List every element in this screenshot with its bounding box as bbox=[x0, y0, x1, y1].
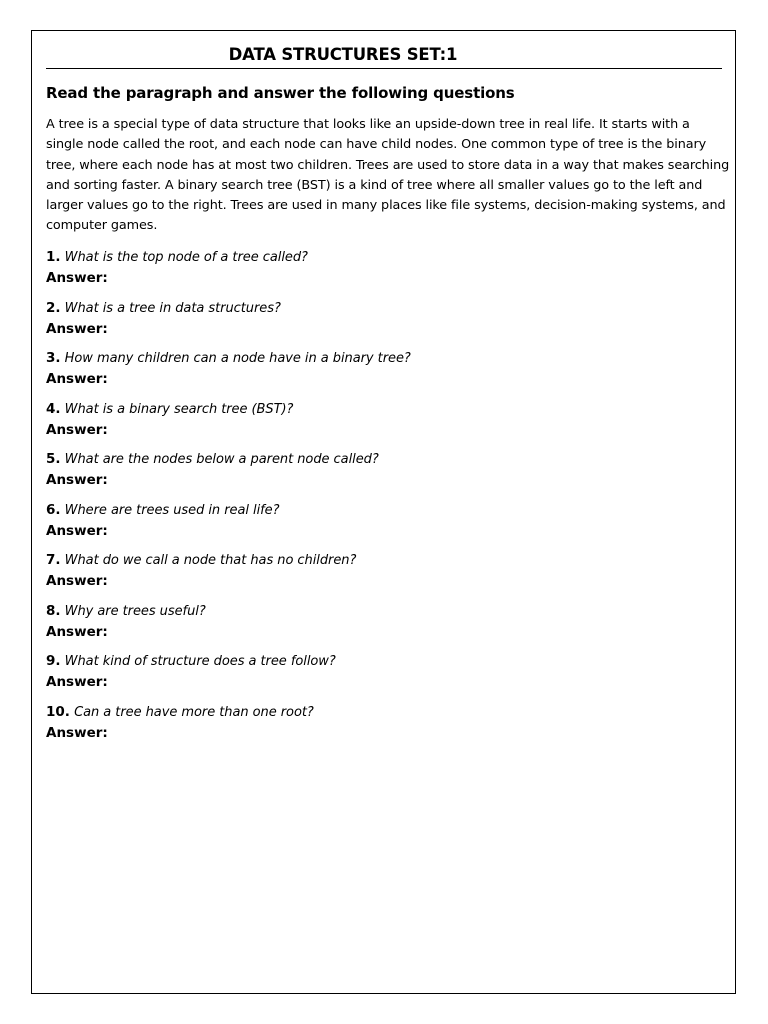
question-1 bbox=[46, 247, 308, 288]
answer-label: Answer: bbox=[46, 472, 108, 488]
question-7 bbox=[46, 550, 356, 591]
question-text: What is a tree in data structures? bbox=[64, 301, 281, 316]
question-number: 6. bbox=[46, 502, 61, 518]
question-text: What kind of structure does a tree follow? bbox=[64, 654, 336, 669]
question-3 bbox=[46, 348, 411, 389]
answer-label: Answer: bbox=[46, 725, 108, 741]
paragraph-line: tree, where each node has at most two children. Trees are used to store data in a way that makes searching bbox=[46, 157, 730, 173]
paragraph-line: and sorting faster. A binary search tree (BST) is a kind of tree where all smaller values go to the left and bbox=[46, 177, 703, 193]
answer-label: Answer: bbox=[46, 523, 108, 539]
question-number: 3. bbox=[46, 350, 61, 366]
question-6 bbox=[46, 500, 279, 541]
answer-label: Answer: bbox=[46, 371, 108, 387]
question-number: 5. bbox=[46, 451, 61, 467]
reading-paragraph bbox=[46, 115, 730, 237]
answer-label: Answer: bbox=[46, 270, 108, 286]
question-number: 7. bbox=[46, 552, 61, 568]
paragraph-line: single node called the root, and each node can have child nodes. One common type of tree is the binary bbox=[46, 137, 707, 153]
page-title: DATA STRUCTURES SET:1 bbox=[228, 45, 458, 64]
paragraph-line: larger values go to the right. Trees are used in many places like file systems, decision-making systems, and bbox=[46, 198, 726, 214]
question-text: Can a tree have more than one root? bbox=[74, 705, 314, 720]
question-9 bbox=[46, 651, 336, 692]
question-10 bbox=[46, 702, 314, 743]
question-5 bbox=[46, 449, 379, 490]
question-text: How many children can a node have in a binary tree? bbox=[64, 351, 411, 366]
answer-label: Answer: bbox=[46, 674, 108, 690]
question-8 bbox=[46, 601, 206, 642]
question-text: What is a binary search tree (BST)? bbox=[64, 402, 294, 417]
question-number: 1. bbox=[46, 249, 61, 265]
question-2 bbox=[46, 298, 281, 339]
instructions-heading: Read the paragraph and answer the following questions bbox=[46, 84, 515, 102]
question-text: What is the top node of a tree called? bbox=[64, 250, 308, 265]
answer-label: Answer: bbox=[46, 624, 108, 640]
title-underline bbox=[46, 68, 722, 69]
question-number: 4. bbox=[46, 401, 61, 417]
paragraph-line: A tree is a special type of data structure that looks like an upside-down tree in real life. It starts with a bbox=[46, 117, 690, 132]
question-4 bbox=[46, 399, 293, 440]
answer-label: Answer: bbox=[46, 321, 108, 337]
question-number: 8. bbox=[46, 603, 61, 619]
answer-label: Answer: bbox=[46, 573, 108, 589]
paragraph-line: computer games. bbox=[46, 218, 158, 234]
question-text: What do we call a node that has no children? bbox=[64, 553, 357, 568]
question-number: 9. bbox=[46, 653, 61, 669]
question-text: Where are trees used in real life? bbox=[64, 503, 280, 518]
question-number: 10. bbox=[46, 704, 70, 720]
answer-label: Answer: bbox=[46, 422, 108, 438]
question-number: 2. bbox=[46, 300, 61, 316]
question-text: Why are trees useful? bbox=[64, 604, 206, 619]
question-text: What are the nodes below a parent node called? bbox=[64, 452, 379, 467]
